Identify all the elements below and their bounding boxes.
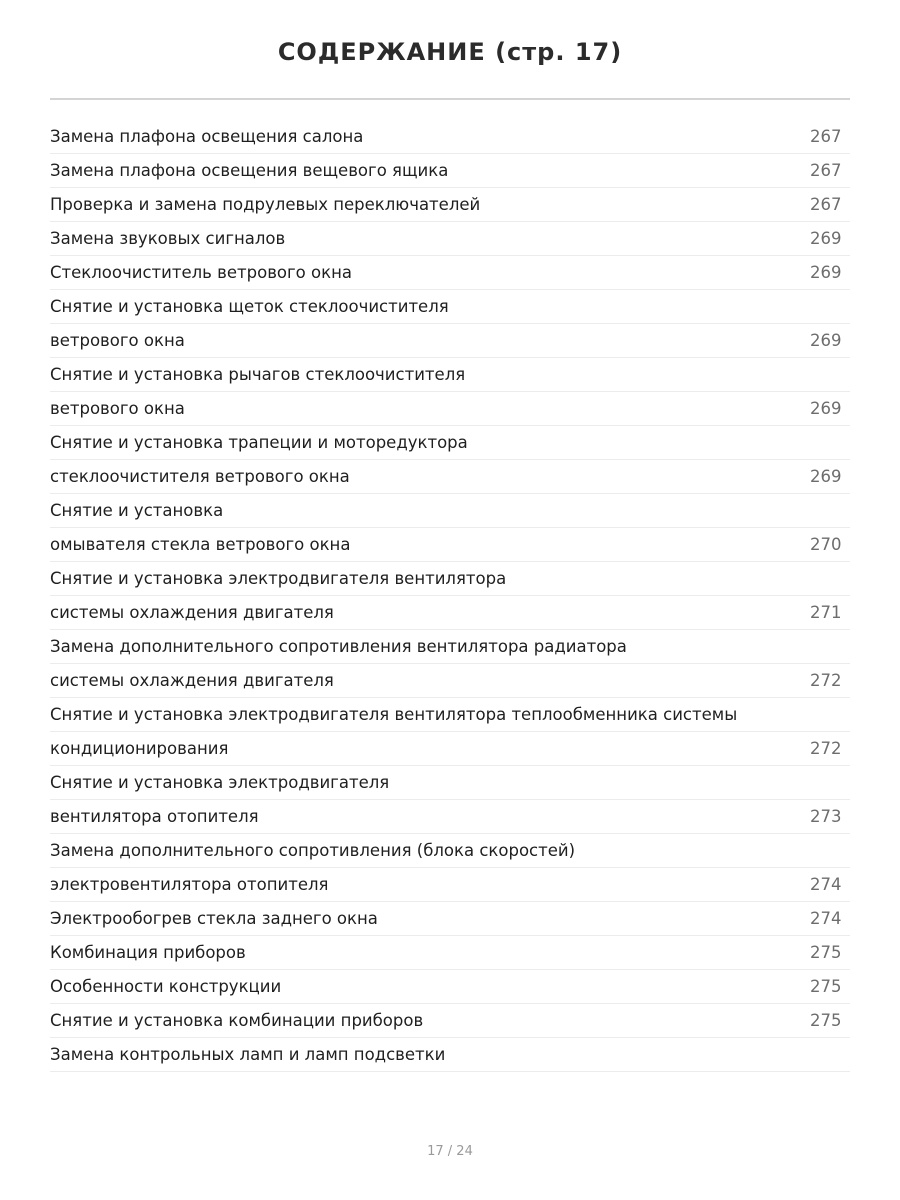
toc-row [50,1004,850,1038]
toc-page-number: 275 [810,977,842,996]
toc-list [50,120,850,1072]
toc-entry-label: Снятие и установка рычагов стеклоочистителя [50,365,466,384]
toc-row [50,1038,850,1072]
toc-entry-label: Замена плафона освещения салона [50,127,364,146]
toc-page-number: 275 [810,943,842,962]
toc-entry-label: Замена дополнительного сопротивления (блока скоростей) [50,841,576,860]
toc-page-number: 274 [810,875,842,894]
toc-row [50,698,850,732]
toc-row [50,188,850,222]
toc-page-number: 273 [810,807,842,826]
toc-entry-label: Замена контрольных ламп и ламп подсветки [50,1045,446,1064]
toc-row [50,664,850,698]
toc-entry-label: кондиционирования [50,739,229,758]
toc-row [50,222,850,256]
toc-entry-label: Замена плафона освещения вещевого ящика [50,161,449,180]
toc-entry-label: Снятие и установка щеток стеклоочистителя [50,297,449,316]
toc-row [50,766,850,800]
toc-page-number: 269 [810,263,842,282]
toc-row [50,324,850,358]
toc-row [50,290,850,324]
toc-entry-label: Стеклоочиститель ветрового окна [50,263,352,282]
toc-row [50,596,850,630]
toc-row [50,868,850,902]
toc-entry-label: ветрового окна [50,331,185,350]
title-divider [50,98,850,100]
toc-entry-label: Особенности конструкции [50,977,282,996]
page-indicator: 17 / 24 [427,1144,473,1159]
toc-row [50,154,850,188]
toc-row [50,460,850,494]
toc-page-number: 275 [810,1011,842,1030]
toc-row [50,630,850,664]
toc-row [50,358,850,392]
toc-page-number: 271 [810,603,842,622]
toc-row [50,562,850,596]
toc-row [50,936,850,970]
toc-page-number: 270 [810,535,842,554]
toc-entry-label: омывателя стекла ветрового окна [50,535,351,554]
toc-entry-label: Проверка и замена подрулевых переключателей [50,195,481,214]
toc-row [50,800,850,834]
toc-entry-label: Комбинация приборов [50,943,246,962]
toc-page-number: 269 [810,229,842,248]
toc-row [50,970,850,1004]
toc-page-number: 272 [810,671,842,690]
toc-entry-label: электровентилятора отопителя [50,875,329,894]
toc-entry-label: Снятие и установка трапеции и моторедуктора [50,433,468,452]
toc-entry-label: стеклоочистителя ветрового окна [50,467,350,486]
toc-entry-label: ветрового окна [50,399,185,418]
page-title: СОДЕРЖАНИЕ (стр. 17) [277,38,623,66]
toc-row [50,256,850,290]
toc-row [50,426,850,460]
toc-entry-label: Электрообогрев стекла заднего окна [50,909,378,928]
toc-entry-label: Снятие и установка электродвигателя вентилятора теплообменника системы [50,705,738,724]
toc-page-number: 269 [810,399,842,418]
toc-row [50,732,850,766]
toc-entry-label: Снятие и установка электродвигателя [50,773,390,792]
toc-entry-label: Снятие и установка электродвигателя вентилятора [50,569,507,588]
toc-entry-label: Снятие и установка комбинации приборов [50,1011,424,1030]
toc-row [50,494,850,528]
toc-page-number: 274 [810,909,842,928]
toc-page-number: 269 [810,467,842,486]
toc-row [50,834,850,868]
toc-row [50,392,850,426]
toc-entry-label: системы охлаждения двигателя [50,671,334,690]
toc-entry-label: Снятие и установка [50,501,224,520]
toc-page-number: 272 [810,739,842,758]
toc-page-number: 267 [810,195,842,214]
toc-page-number: 267 [810,161,842,180]
toc-entry-label: Замена звуковых сигналов [50,229,286,248]
toc-entry-label: системы охлаждения двигателя [50,603,334,622]
toc-row [50,528,850,562]
toc-page-number: 267 [810,127,842,146]
toc-page-number: 269 [810,331,842,350]
toc-row [50,902,850,936]
toc-row [50,120,850,154]
toc-entry-label: Замена дополнительного сопротивления вентилятора радиатора [50,637,627,656]
toc-entry-label: вентилятора отопителя [50,807,259,826]
